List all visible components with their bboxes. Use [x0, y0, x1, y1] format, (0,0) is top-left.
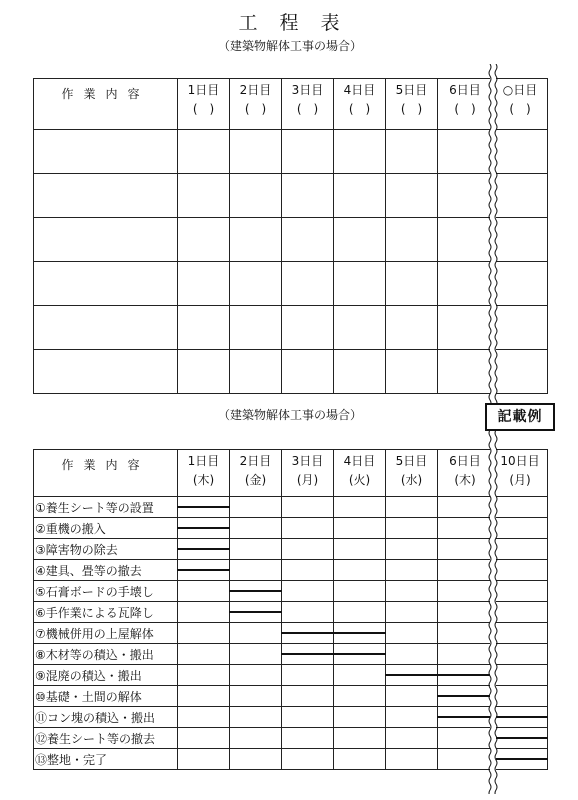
day-cell	[178, 602, 230, 623]
day-cell	[282, 728, 334, 749]
day-cell	[230, 306, 282, 350]
day-cell	[493, 581, 548, 602]
day-cell	[334, 539, 386, 560]
day-sub: (月)	[509, 473, 531, 487]
day-cell	[334, 707, 386, 728]
day-header-5	[386, 79, 438, 130]
day-cell	[386, 560, 438, 581]
day-header-6	[438, 450, 493, 497]
schedule-bar	[437, 716, 493, 718]
day-header-1	[178, 450, 230, 497]
day-cell	[230, 623, 282, 644]
task-name: ⑪コン塊の積込・搬出	[34, 707, 178, 728]
day-label: 2日目	[239, 454, 272, 468]
day-cell	[334, 262, 386, 306]
day-cell	[386, 306, 438, 350]
day-cell	[334, 644, 386, 665]
day-cell	[334, 560, 386, 581]
day-cell	[282, 130, 334, 174]
day-cell	[178, 350, 230, 394]
day-sub: (火)	[348, 473, 371, 487]
day-cell	[178, 728, 230, 749]
day-cell	[493, 623, 548, 644]
day-sub: (月)	[296, 473, 319, 487]
task-row	[34, 623, 548, 644]
day-cell	[438, 623, 493, 644]
schedule-bar	[437, 695, 493, 697]
day-cell	[438, 749, 493, 770]
day-cell	[493, 130, 548, 174]
day-sub: ( )	[192, 102, 215, 116]
day-cell	[282, 665, 334, 686]
day-header-2	[230, 450, 282, 497]
day-cell	[334, 623, 386, 644]
day-cell	[230, 728, 282, 749]
day-cell	[178, 623, 230, 644]
schedule-bar	[177, 569, 230, 571]
day-sub: ( )	[400, 102, 423, 116]
day-cell	[493, 665, 548, 686]
day-cell	[334, 306, 386, 350]
day-cell	[230, 686, 282, 707]
day-cell	[178, 218, 230, 262]
day-cell	[230, 539, 282, 560]
day-cell	[334, 602, 386, 623]
day-cell	[178, 581, 230, 602]
day-cell	[438, 644, 493, 665]
schedule-bar	[229, 611, 282, 613]
day-cell	[178, 644, 230, 665]
day-cell	[282, 218, 334, 262]
schedule-bar	[385, 674, 438, 676]
day-cell	[282, 518, 334, 539]
day-cell	[386, 130, 438, 174]
schedule-bar	[333, 632, 386, 634]
day-header-6	[438, 79, 493, 130]
day-cell	[230, 707, 282, 728]
day-cell	[386, 174, 438, 218]
day-cell	[334, 130, 386, 174]
day-label: 5日目	[395, 83, 428, 97]
day-cell	[438, 306, 493, 350]
day-cell	[438, 686, 493, 707]
day-cell	[386, 350, 438, 394]
blank-row	[34, 174, 548, 218]
day-header-5	[386, 450, 438, 497]
day-cell	[493, 262, 548, 306]
task-row	[34, 560, 548, 581]
task-name: ⑫養生シート等の撤去	[34, 728, 178, 749]
task-name: ⑥手作業による瓦降し	[34, 602, 178, 623]
day-cell	[230, 560, 282, 581]
day-cell	[334, 350, 386, 394]
task-row	[34, 539, 548, 560]
day-cell	[438, 581, 493, 602]
day-sub: ( )	[509, 102, 531, 116]
day-cell	[438, 218, 493, 262]
day-cell	[282, 497, 334, 518]
schedule-bar	[437, 674, 493, 676]
day-label: 1日目	[187, 83, 220, 97]
example-label: 記載例	[485, 403, 555, 431]
schedule-bar	[177, 527, 230, 529]
day-cell	[493, 728, 548, 749]
day-cell	[282, 350, 334, 394]
day-cell	[230, 602, 282, 623]
day-cell	[438, 350, 493, 394]
blank-row	[34, 218, 548, 262]
day-cell	[230, 218, 282, 262]
day-cell	[178, 707, 230, 728]
day-sub: ( )	[454, 102, 476, 116]
day-cell	[334, 728, 386, 749]
day-cell	[386, 581, 438, 602]
day-sub: ( )	[348, 102, 371, 116]
day-cell	[282, 644, 334, 665]
day-cell	[386, 539, 438, 560]
day-label: 6日目	[449, 83, 481, 97]
task-row	[34, 749, 548, 770]
day-cell	[178, 130, 230, 174]
day-sub: (金)	[244, 473, 267, 487]
day-label: ○日目	[502, 83, 538, 97]
day-cell	[282, 539, 334, 560]
task-row	[34, 665, 548, 686]
day-label: 5日目	[395, 454, 428, 468]
day-sub: (木)	[192, 473, 215, 487]
day-header-3	[282, 450, 334, 497]
day-cell	[230, 665, 282, 686]
day-cell	[334, 518, 386, 539]
day-cell	[282, 581, 334, 602]
task-row	[34, 644, 548, 665]
schedule-bar	[281, 632, 334, 634]
day-cell	[230, 749, 282, 770]
day-cell	[386, 218, 438, 262]
task-name: ⑩基礎・土間の解体	[34, 686, 178, 707]
day-cell	[438, 539, 493, 560]
day-cell	[178, 749, 230, 770]
day-cell	[493, 644, 548, 665]
task-name: ⑧木材等の積込・搬出	[34, 644, 178, 665]
task-cell	[34, 174, 178, 218]
day-cell	[282, 686, 334, 707]
schedule-bar	[281, 653, 334, 655]
day-cell	[493, 497, 548, 518]
schedule-bar	[229, 590, 282, 592]
day-cell	[178, 665, 230, 686]
day-cell	[178, 174, 230, 218]
day-cell	[230, 497, 282, 518]
task-name: ⑦機械併用の上屋解体	[34, 623, 178, 644]
day-cell	[230, 130, 282, 174]
example-header-row	[34, 450, 548, 497]
task-cell	[34, 306, 178, 350]
day-cell	[334, 218, 386, 262]
schedule-bar	[492, 716, 548, 718]
task-row	[34, 581, 548, 602]
day-cell	[438, 262, 493, 306]
day-cell	[386, 707, 438, 728]
day-cell	[386, 644, 438, 665]
day-cell	[334, 174, 386, 218]
day-cell	[178, 560, 230, 581]
day-sub: ( )	[244, 102, 267, 116]
day-header-3	[282, 79, 334, 130]
day-cell	[230, 518, 282, 539]
day-label: 3日目	[291, 454, 324, 468]
task-header: 作業内容	[34, 79, 178, 130]
day-cell	[493, 707, 548, 728]
day-header-4	[334, 450, 386, 497]
task-name: ①養生シート等の設置	[34, 497, 178, 518]
day-cell	[178, 497, 230, 518]
day-cell	[282, 707, 334, 728]
day-header-1	[178, 79, 230, 130]
day-cell	[282, 623, 334, 644]
schedule-bar	[333, 653, 386, 655]
day-cell	[386, 262, 438, 306]
day-label: 4日目	[343, 454, 376, 468]
day-label: 6日目	[449, 454, 481, 468]
blank-row	[34, 306, 548, 350]
day-cell	[493, 218, 548, 262]
task-row	[34, 602, 548, 623]
day-cell	[438, 665, 493, 686]
day-cell	[178, 262, 230, 306]
example-schedule-table	[33, 449, 548, 770]
day-label: 2日目	[239, 83, 272, 97]
day-cell	[438, 518, 493, 539]
day-sub: ( )	[296, 102, 319, 116]
day-cell	[282, 749, 334, 770]
day-cell	[386, 518, 438, 539]
day-cell	[334, 665, 386, 686]
task-cell	[34, 218, 178, 262]
day-sub: (木)	[454, 473, 476, 487]
day-cell	[178, 306, 230, 350]
day-cell	[334, 581, 386, 602]
day-cell	[386, 728, 438, 749]
day-header-7	[493, 79, 548, 130]
day-cell	[493, 350, 548, 394]
day-header-7	[493, 450, 548, 497]
day-cell	[282, 560, 334, 581]
day-cell	[386, 749, 438, 770]
day-cell	[386, 602, 438, 623]
blank-row	[34, 130, 548, 174]
day-label: 10日目	[500, 454, 540, 468]
day-cell	[282, 174, 334, 218]
day-cell	[438, 497, 493, 518]
day-cell	[282, 306, 334, 350]
day-cell	[493, 602, 548, 623]
task-row	[34, 518, 548, 539]
day-cell	[230, 350, 282, 394]
task-name: ⑤石膏ボードの手壊し	[34, 581, 178, 602]
day-cell	[230, 262, 282, 306]
page-title: 工程表	[238, 12, 362, 34]
task-row	[34, 728, 548, 749]
blank-schedule-table	[33, 78, 548, 394]
task-name: ⑬整地・完了	[34, 749, 178, 770]
task-name: ③障害物の除去	[34, 539, 178, 560]
day-cell	[493, 686, 548, 707]
task-name: ⑨混廃の積込・搬出	[34, 665, 178, 686]
day-cell	[334, 686, 386, 707]
day-cell	[386, 497, 438, 518]
schedule-bar	[177, 506, 230, 508]
blank-header-row	[34, 79, 548, 130]
day-cell	[493, 539, 548, 560]
day-cell	[493, 518, 548, 539]
task-header: 作業内容	[34, 450, 178, 497]
day-cell	[334, 749, 386, 770]
day-label: 1日目	[187, 454, 220, 468]
blank-row	[34, 262, 548, 306]
schedule-bar	[492, 737, 548, 739]
day-cell	[282, 602, 334, 623]
day-cell	[230, 581, 282, 602]
task-name: ②重機の搬入	[34, 518, 178, 539]
day-cell	[386, 665, 438, 686]
day-cell	[493, 174, 548, 218]
day-cell	[178, 686, 230, 707]
task-cell	[34, 130, 178, 174]
subtitle-blank: （建築物解体工事の場合）	[217, 39, 362, 53]
day-cell	[178, 518, 230, 539]
day-cell	[438, 130, 493, 174]
day-header-4	[334, 79, 386, 130]
task-cell	[34, 262, 178, 306]
subtitle-example: （建築物解体工事の場合）	[217, 408, 362, 422]
day-cell	[493, 306, 548, 350]
blank-row	[34, 350, 548, 394]
task-row	[34, 707, 548, 728]
schedule-bar	[492, 758, 548, 760]
day-cell	[493, 560, 548, 581]
task-row	[34, 497, 548, 518]
day-cell	[178, 539, 230, 560]
day-cell	[438, 602, 493, 623]
schedule-bar	[177, 548, 230, 550]
day-header-2	[230, 79, 282, 130]
day-cell	[230, 174, 282, 218]
day-cell	[438, 707, 493, 728]
task-cell	[34, 350, 178, 394]
day-label: 3日目	[291, 83, 324, 97]
day-cell	[493, 749, 548, 770]
day-cell	[282, 262, 334, 306]
day-label: 4日目	[343, 83, 376, 97]
day-sub: (水)	[400, 473, 423, 487]
day-cell	[386, 623, 438, 644]
day-cell	[438, 560, 493, 581]
day-cell	[438, 174, 493, 218]
task-name: ④建具、畳等の撤去	[34, 560, 178, 581]
day-cell	[230, 644, 282, 665]
day-cell	[386, 686, 438, 707]
task-row	[34, 686, 548, 707]
day-cell	[438, 728, 493, 749]
day-cell	[334, 497, 386, 518]
